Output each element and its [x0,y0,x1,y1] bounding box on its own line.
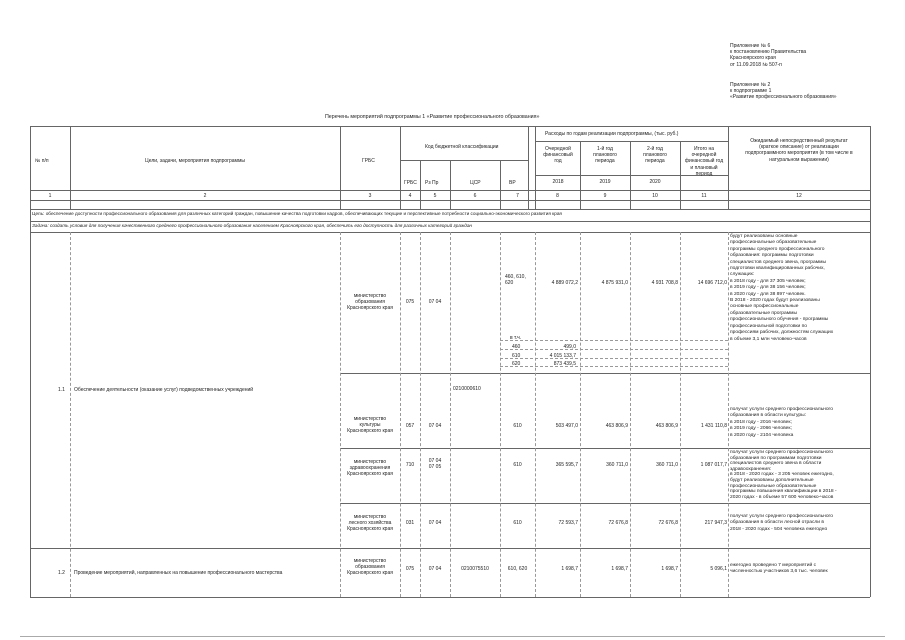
col-num: 12 [796,193,802,199]
grbs-name: министерство лесного хозяйства Красноярского края [347,514,393,533]
appendix2: Приложение № 2 [730,82,771,88]
col-num: 9 [603,193,607,199]
item-name: Обеспечение деятельности (оказание услуг) подведомственных учреждений [74,387,254,393]
header-y1: Очередной финансовый год [543,146,573,165]
grbs-name: министерство образования Красноярского края [347,293,393,312]
col-num: 11 [701,193,707,199]
expected-result: получат услуги среднего профессионального образования в области культуры: в 2018 году - 2016 человек; в 2019 году - 2066 человек; в 2020 году - 2104 человека [730,407,833,438]
header-y2: 1-й год планового периода [593,146,617,165]
value-2020: 360 711,0 [656,462,678,468]
header-result: Ожидаемый непосредственный результат (краткое описание) от реализации подпрограммного мероприятия (в том числе в натуральном выражении) [745,138,853,163]
grbs-code: 075 [405,299,415,305]
value-2018: 503 497,0 [555,423,578,429]
header-kbk-rzpr: Рз Пр [425,180,439,186]
rzpr-code: 07 04 [428,566,442,572]
col-num: 8 [556,193,559,199]
value-2019: 360 711,0 [606,462,628,468]
header-num: № п/п [35,158,49,164]
to-subprogram: к подпрограмме 1 [730,88,772,95]
header-y3: 2-й год планового периода [643,146,667,165]
header-kbk-vr: ВР [509,180,516,186]
grbs-name: министерство здравоохранения Красноярского края [347,459,393,478]
value-2019: 1 698,7 [611,566,628,572]
program-name: «Развитие профессионального образования» [730,94,837,101]
rzpr-code: 07 04 07 05 [428,458,442,471]
grbs-name: министерство образования Красноярского края [347,558,393,577]
col-num: 1 [48,193,52,199]
col-num: 10 [652,193,658,199]
page-title: Перечень мероприятий подпрограммы 1 «Развитие профессионального образования» [325,114,540,120]
header-goal: Цели, задачи, мероприятия подпрограммы [145,158,246,164]
item-number: 1.2 [58,570,65,576]
header-y3-year: 2020 [649,179,661,185]
grbs-code: 057 [405,423,415,429]
vr-code: 610 [513,520,522,526]
value-2019: 72 676,8 [608,520,628,526]
grbs-code: 710 [405,462,415,468]
sub-vr: 610 [512,353,521,359]
appendix6: Приложение № 6 [730,43,771,49]
header-y2-year: 2019 [599,179,611,185]
value-total: 5 096,1 [710,566,727,572]
value-2018: 365 595,7 [555,462,578,468]
value-2018: 72 593,7 [558,520,578,526]
grbs-name: министерство культуры Красноярского края [347,416,393,435]
vr-code: 610, 620 [507,566,528,572]
col-num: 5 [433,193,437,199]
csr-code: 0210075510 [461,566,489,572]
header-kbk-csr: ЦСР [470,180,481,186]
value-total: 1 431 110,8 [700,423,727,429]
expected-result: получат услуги среднего профессионального образования в области лесной отрасли в 2018 - 2020 годах - 504 человека ежегодно [730,514,833,532]
sub-2018: 499,0 [563,344,576,350]
value-2019: 4 875 931,0 [601,280,628,286]
grbs-code: 031 [405,520,415,526]
header-kbk-grbs: ГРБС [404,180,417,186]
item-name: Проведение мероприятий, направленных на повышение профессионального мастерства [74,570,283,576]
rzpr-code: 07 04 [428,520,442,526]
col-num: 7 [516,193,519,199]
header-grbs: ГРБС [362,158,375,164]
header-y1-year: 2018 [552,179,564,185]
value-2018: 1 698,7 [561,566,578,572]
value-2020: 463 806,9 [655,423,678,429]
value-2020: 4 931 708,8 [651,280,678,286]
col-num: 2 [203,193,207,199]
vr-code: 460, 610, 620 [505,274,526,287]
decree-date: от 11.09.2018 № 507-п [730,61,782,68]
grbs-code: 075 [405,566,415,572]
col-num: 6 [473,193,477,199]
value-2019: 463 806,9 [605,423,628,429]
sub-2018: 873 439,5 [553,361,576,367]
item-number: 1.1 [58,387,65,393]
rzpr-code: 07 04 [428,299,442,305]
sub-vr: 620 [512,361,521,367]
header-expenses: Расходы по годам реализации подпрограммы, (тыс. руб.) [545,131,679,137]
expected-result: ежегодно проведено 7 мероприятий с численностью участников 3,6 тыс. человек [730,563,828,575]
vr-code: 610 [513,423,522,429]
value-2020: 1 698,7 [661,566,678,572]
header-note [730,43,806,68]
item-csr: 0210000610 [453,386,481,392]
task-row: Задача: создать условия для получения качественного среднего профессионального образования населением Красноярского края, обеспечить его доступность для различных категорий граждан [32,223,473,228]
to-decree: к постановлению Правительства [730,49,807,56]
header-kbk: Код бюджетной классификации [425,144,499,150]
sub-vr: в т.ч. [510,335,522,341]
value-2020: 72 676,8 [658,520,678,526]
expected-result: будут реализованы основные профессиональные образовательные программы среднего профессионального образования: программы подготовки специалистов среднего звена, программы подготовки квалифицированных рабочих, служащих: в 2018 году - для 37 305 человек; в 2019 году - для 38 156 человек; в 2020 году - для 38 897 человек. В 2018 - 2020 годах будут реализованы основные профессиональные образовательные программы профессионального обучения - программы профессиональной подготовки по профессиям рабочих, должностям служащих в объеме 3,1 млн человеко-часов [730,234,834,342]
header-note-2 [730,82,837,101]
expected-result: получат услуги среднего профессионального образования по программам подготовки специалистов среднего звена в области здравоохранения: в 2018 - 2020 годах - 3 205 человек ежегодно, будут реализованы дополнительные профессиональные образовательные программы повышения квалификации в 2018 - 2020 годах - в объеме 57 600 человеко-часов [730,450,837,500]
col-num: 4 [408,193,412,199]
vr-code: 610 [513,462,522,468]
value-total: 1 087 017,7 [700,462,727,468]
value-total: 14 696 712,0 [697,280,727,286]
region: Красноярского края [730,55,776,62]
sub-2018: 4 015 133,7 [549,353,576,359]
rzpr-code: 07 04 [428,423,442,429]
value-total: 217 947,3 [704,520,727,526]
goal-row: Цель: обеспечение доступности профессионального образования для различных категорий граждан, повышение качества подготовки кадров, обеспечивающих текущие и перспективные потребности социально-экономического развития края [32,211,562,216]
sub-vr: 460 [512,344,521,350]
value-2018: 4 889 072,2 [551,280,578,286]
header-total: Итого на очередной финансовый год и плановый период [684,146,724,177]
col-num: 3 [368,193,372,199]
